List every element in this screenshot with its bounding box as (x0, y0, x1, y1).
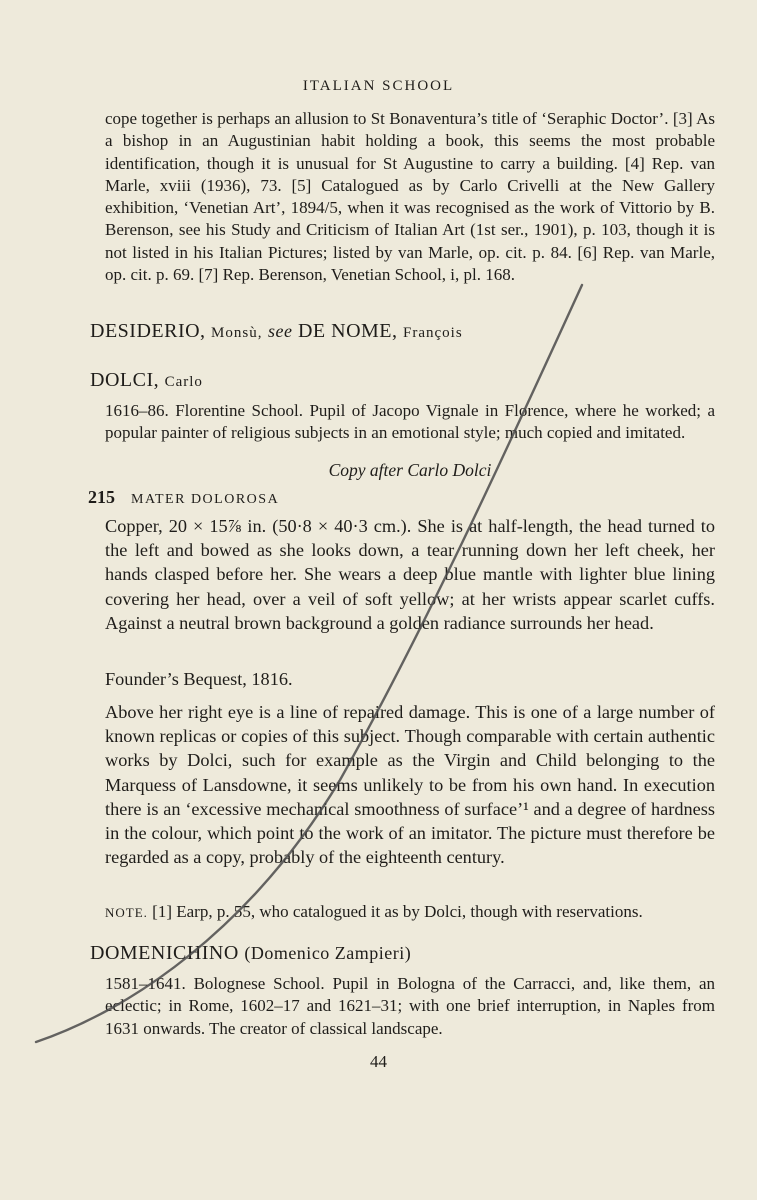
domenichino-fullname: (Domenico Zampieri) (244, 943, 412, 963)
note-text: [1] Earp, p. 55, who catalogued it as by Dolci, though with reservations. (152, 902, 643, 921)
domenichino-biography: 1581–1641. Bolognese School. Pupil in Bologna of the Carracci, and, like them, an eclectic; in Rome, 1602–17 and 1621–31; with one brief interruption, in Naples from 1631 onwards. The creator of classical landscape. (105, 974, 715, 1038)
see-reference: see (267, 321, 293, 341)
footnotes-continued: cope together is perhaps an allusion to St Bonaventura’s title of ‘Seraphic Doctor’. [3] As a bishop in an Augustinian habit holding a book, this seems the most probable identification, though it is unusual for St Augustine to carry a building. [4] Rep. van Marle, xviii (1936), 73. [5] Catalogued as by Carlo Crivelli at the New Gallery exhibition, ‘Venetian Art’, 1894/5, when it was recognised as the work of Vittorio by B. Berenson, see his Study and Criticism of Italian Art (1st ser., 1901), p. 103, though it is not listed in his Italian Pictures; listed by van Marle, op. cit. p. 84. [6] Rep. van Marle, op. cit. p. 69. [7] Rep. Berenson, Venetian School, i, pl. 168. (105, 109, 715, 285)
note-label: NOTE. (105, 905, 148, 920)
commentary: Above her right eye is a line of repaired damage. This is one of a large number of known replicas or copies of this subject. Though comparable with certain authentic works by Dolci, such for example as the Virgin and Child belonging to the Marquess of Lansdowne, it seems unlikely to be from his own hand. In execution there is an ‘excessive mechanical smoothness of surface’¹ and a degree of hardness in the colour, which point to the work of an imitator. The picture must therefore be regarded as a copy, probably of the eighteenth century. (105, 702, 715, 868)
running-head: ITALIAN SCHOOL (302, 78, 455, 94)
cross-reference-first: François (403, 325, 463, 341)
catalogue-title: MATER DOLOROSA (131, 492, 280, 507)
desiderio-name: DESIDERIO, (90, 320, 206, 342)
domenichino-name: DOMENICHINO (90, 942, 239, 964)
dolci-biography: 1616–86. Florentine School. Pupil of Jacopo Vignale in Florence, where he worked; a popular painter of religious subjects in an emotional style; much copied and imitated. (105, 401, 715, 443)
cross-reference: DE NOME, (297, 320, 398, 342)
catalogue-number: 215 (88, 487, 115, 507)
dolci-firstname: Carlo (164, 374, 203, 390)
copy-after-caption: Copy after Carlo Dolci (328, 460, 492, 480)
desiderio-title: Monsù, (211, 325, 263, 341)
dolci-name: DOLCI, (90, 369, 160, 391)
painting-description: Copper, 20 × 15⅞ in. (50·8 × 40·3 cm.). She is at half-length, the head turned to the left and bowed as she looks down, a tear running down her left cheek, her hands clasped before her. She wears a deep blue mantle with lighter blue lining covering her head, over a veil of soft yellow; at her wrists appear scarlet cuffs. Against a neutral brown background a golden radiance surrounds her head. (105, 516, 715, 633)
page-number: 44 (370, 1052, 387, 1071)
provenance: Founder’s Bequest, 1816. (105, 669, 293, 689)
